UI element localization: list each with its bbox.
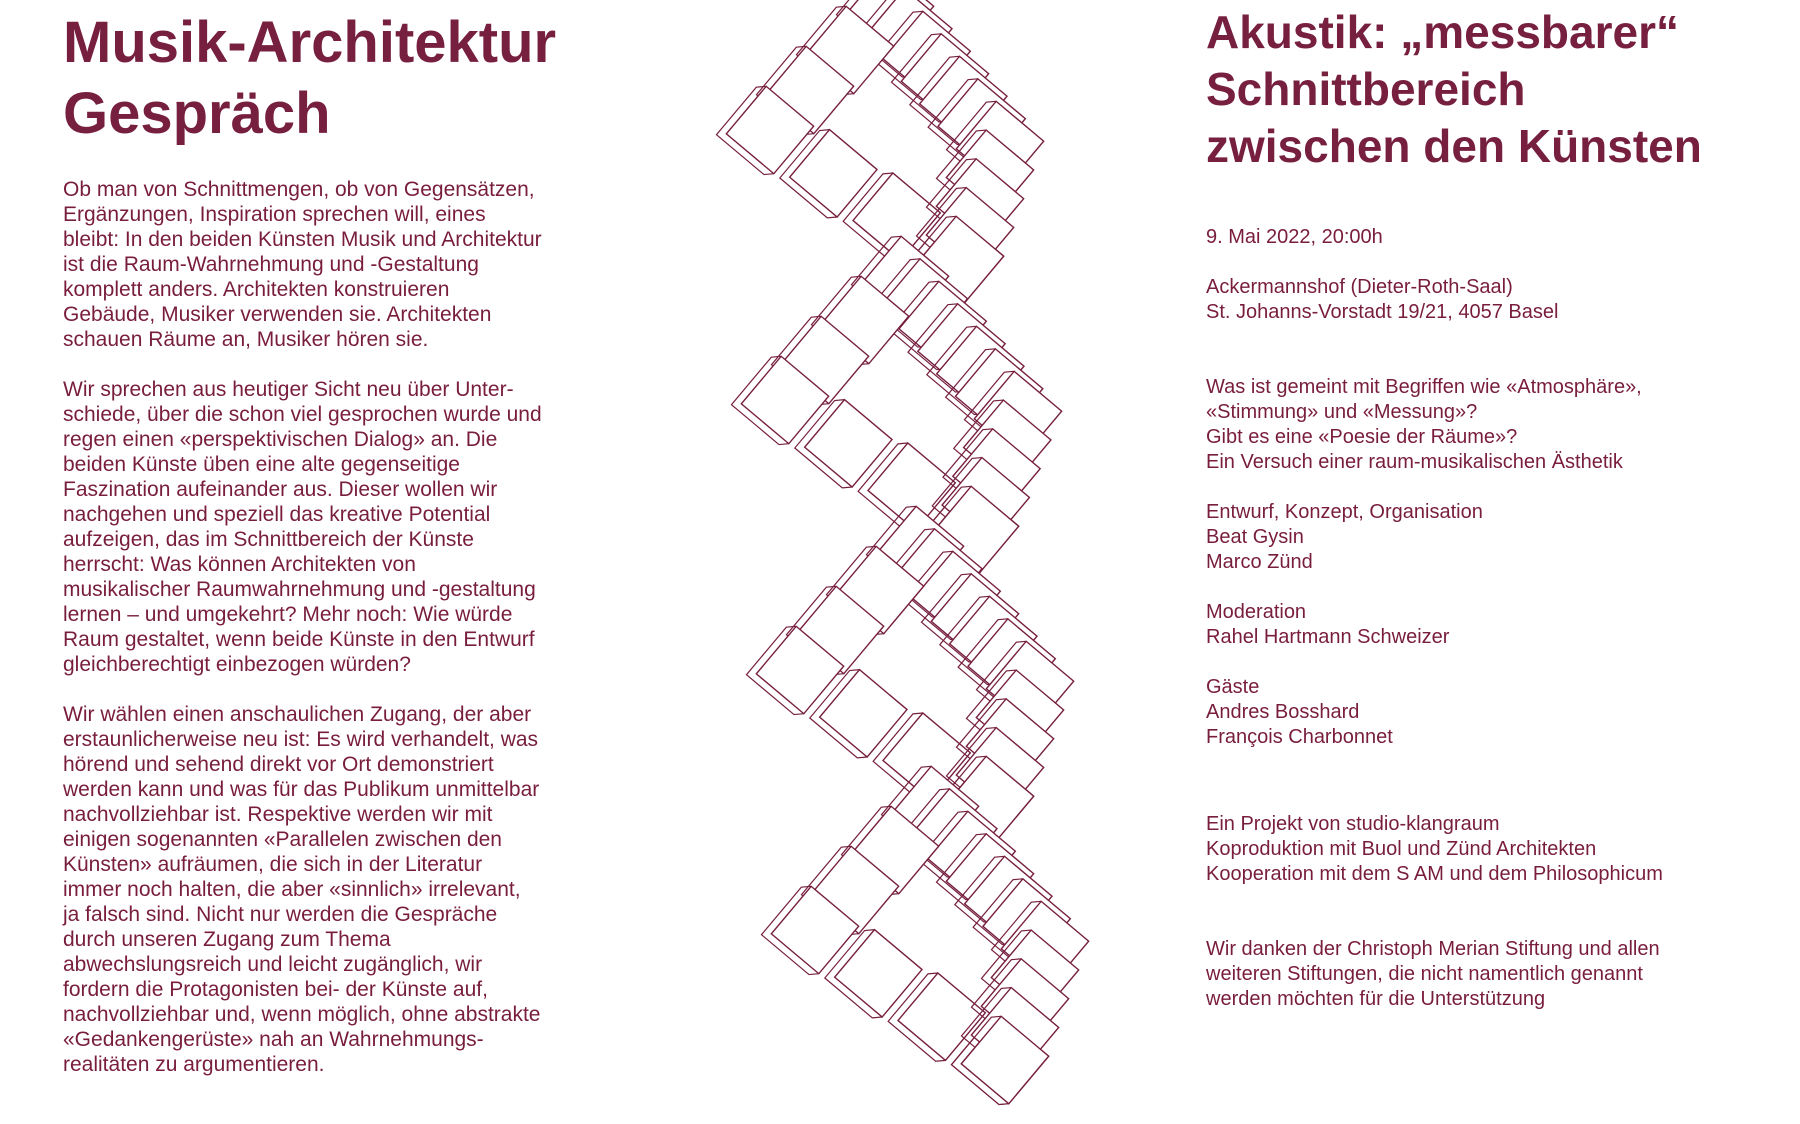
event-project: Ein Projekt von studio-klangraum Koproduktion mit Buol und Zünd Architekten Kooperation mit dem S AM und dem Philosophicum [1206, 813, 1663, 885]
intro-paragraph-1: Ob man von Schnittmengen, ob von Gegensätzen, Ergänzungen, Inspiration sprechen will, eines bleibt: In den beiden Künsten Musik und Architektur ist die Raum-Wahrnehmung und -Gestaltung komplett anders. Architekten konstruieren Gebäude, Musiker verwenden sie. Architekten schauen Räume an, Musiker hören sie. [63, 177, 542, 351]
event-thanks: Wir danken der Christoph Merian Stiftung und allen weiteren Stiftungen, die nicht namentlich genannt werden möchten für die Unterstützung [1206, 938, 1660, 1010]
event-guests: Gäste Andres Bosshard François Charbonnet [1206, 676, 1393, 748]
event-moderation: Moderation Rahel Hartmann Schweizer [1206, 601, 1450, 648]
intro-paragraph-2: Wir sprechen aus heutiger Sicht neu über Unter- schiede, über die schon viel gesprochen wurde und regen einen «perspektivischen Dialog» an. Die beiden Künste üben eine alte gegenseitige Faszination aufeinander aus. Dieser wollen wir nachgehen und speziell das kreative Potential aufzeigen, das im Schnittbereich der Künste herrscht: Was können Architekten von musikalischer Raumwahrnehmung und -gestaltung lernen – und umgekehrt? Mehr noch: Wie würde Raum gestaltet, wenn beide Künste in den Entwurf gleichberechtigt einbezogen würden? [63, 377, 542, 676]
right-title-line-2: Schnittbereich [1206, 63, 1526, 115]
event-credits: Entwurf, Konzept, Organisation Beat Gysin Marco Zünd [1206, 501, 1483, 573]
left-title [63, 8, 583, 150]
event-questions: Was ist gemeint mit Begriffen wie «Atmosphäre», «Stimmung» und «Messung»? Gibt es eine «Poesie der Räume»? Ein Versuch einer raum-musikalischen Ästhetik [1206, 376, 1642, 473]
left-title-line-2: Gespräch [63, 80, 331, 146]
event-date: 9. Mai 2022, 20:00h [1206, 226, 1383, 248]
right-title-line-1: Akustik: „messbarer“ [1206, 6, 1679, 58]
right-title [1206, 4, 1766, 175]
right-column [1206, 4, 1766, 1037]
cube-chain-graphic [700, 0, 1180, 1124]
left-column [63, 8, 583, 1102]
right-title-line-3: zwischen den Künsten [1206, 120, 1702, 172]
event-venue: Ackermannshof (Dieter-Roth-Saal) St. Johanns-Vorstadt 19/21, 4057 Basel [1206, 276, 1559, 323]
intro-paragraph-3: Wir wählen einen anschaulichen Zugang, der aber erstaunlicherweise neu ist: Es wird verhandelt, was hörend und sehend direkt vor Ort demonstriert werden kann und was für das Publikum unmittelbar nachvollziehbar ist. Respektive werden wir mit einigen sogenannten «Parallelen zwischen den Künsten» aufräumen, die sich in der Literatur immer noch halten, die aber «sinnlich» irrelevant, ja falsch sind. Nicht nur werden die Gespräche durch unseren Zugang zum Thema abwechslungsreich und leicht zugänglich, wir fordern die Protagonisten bei- der Künste auf, nachvollziehbar und, wenn möglich, ohne abstrakte «Gedankengerüste» nah an Wahrnehmungs- realitäten zu argumentieren. [63, 702, 541, 1076]
left-title-line-1: Musik-Architektur [63, 10, 557, 75]
